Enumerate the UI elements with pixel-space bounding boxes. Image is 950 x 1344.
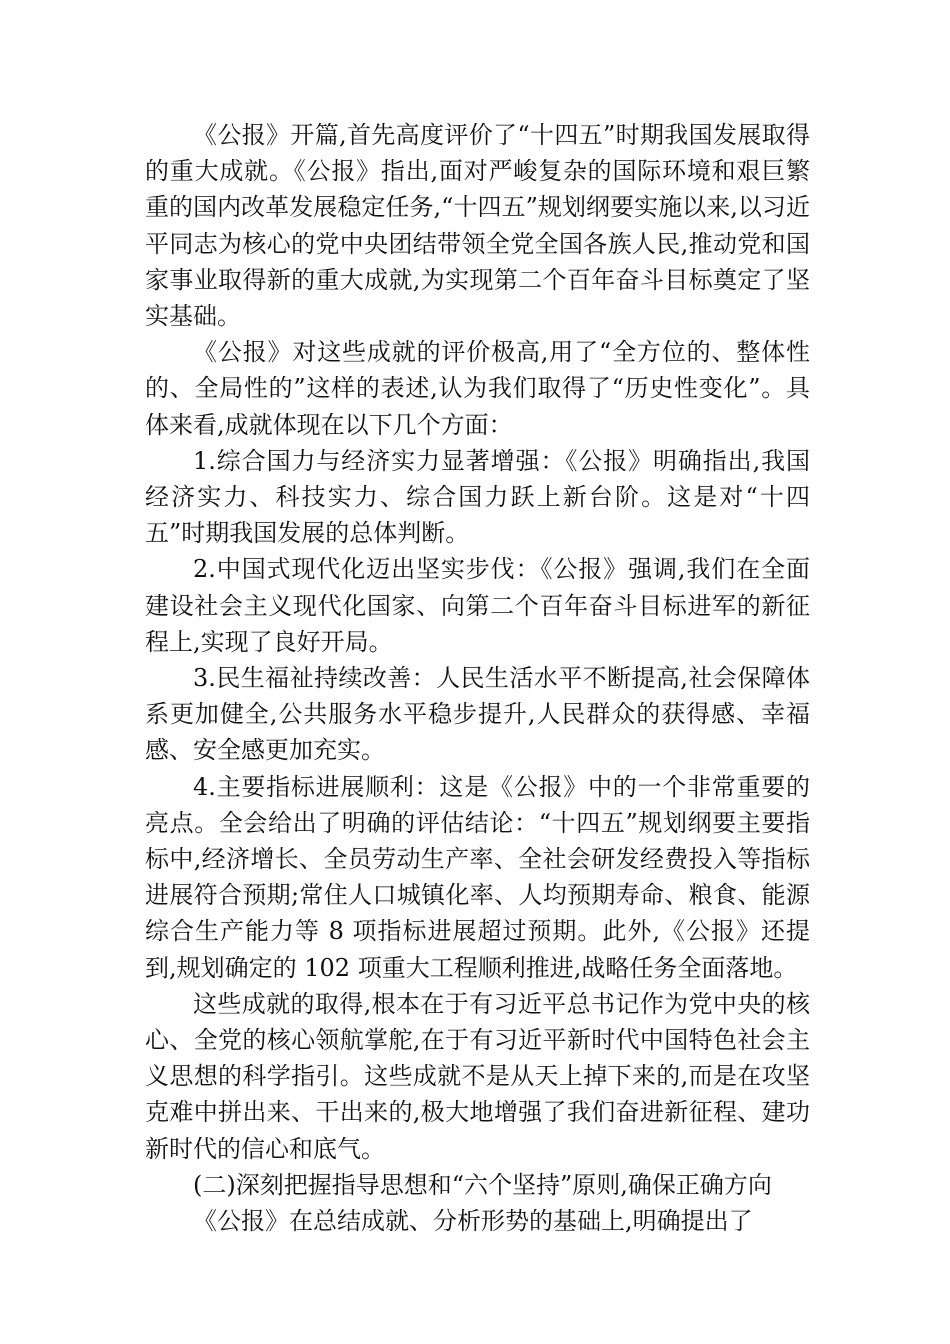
- document-body: [145, 117, 810, 1239]
- list-item-modernization: 2.中国式现代化迈出坚实步伐：《公报》强调,我们在全面建设社会主义现代化国家、向第二个百年奋斗目标进军的新征程上,实现了良好开局。: [145, 555, 810, 656]
- paragraph-achievement-reasons: 这些成就的取得,根本在于有习近平总书记作为党中央的核心、全党的核心领航掌舵,在于有习近平新时代中国特色社会主义思想的科学指引。这些成就不是从天上掉下来的,而是在攻坚克难中拼出来、干出来的,极大地增强了我们奋进新征程、建功新时代的信心和底气。: [145, 989, 810, 1163]
- paragraph-evaluation: 《公报》对这些成就的评价极高,用了“全方位的、整体性的、全局性的”这样的表述,认为我们取得了“历史性变化”。具体来看,成就体现在以下几个方面：: [145, 338, 810, 439]
- list-item-main-indicators: 4.主要指标进展顺利：这是《公报》中的一个非常重要的亮点。全会给出了明确的评估结论：“十四五”规划纲要主要指标中,经济增长、全员劳动生产率、全社会研发经费投入等指标进展符合预期;常住人口城镇化率、人均预期寿命、粮食、能源综合生产能力等 8 项指标进展超过预期。此外,《公报》还提到,规划确定的 102 项重大工程顺利推进,战略任务全面落地。: [145, 772, 810, 982]
- section-heading: (二)深刻把握指导思想和“六个坚持”原则,确保正确方向: [193, 1170, 772, 1199]
- list-item-national-strength: 1.综合国力与经济实力显著增强：《公报》明确指出,我国经济实力、科技实力、综合国力跃上新台阶。这是对“十四五”时期我国发展的总体判断。: [145, 446, 810, 548]
- list-item-livelihood: 3.民生福祉持续改善：人民生活水平不断提高,社会保障体系更加健全,公共服务水平稳步提升,人民群众的获得感、幸福感、安全感更加充实。: [145, 664, 810, 765]
- paragraph-achievements-intro: 《公报》开篇,首先高度评价了“十四五”时期我国发展取得的重大成就。《公报》指出,面对严峻复杂的国际环境和艰巨繁重的国内改革发展稳定任务,“十四五”规划纲要实施以来,以习近平同志为核心的党中央团结带领全党全国各族人民,推动党和国家事业取得新的重大成就,为实现第二个百年奋斗目标奠定了坚实基础。: [145, 121, 810, 331]
- paragraph-guiding-thought: 《公报》在总结成就、分析形势的基础上,明确提出了: [193, 1207, 753, 1236]
